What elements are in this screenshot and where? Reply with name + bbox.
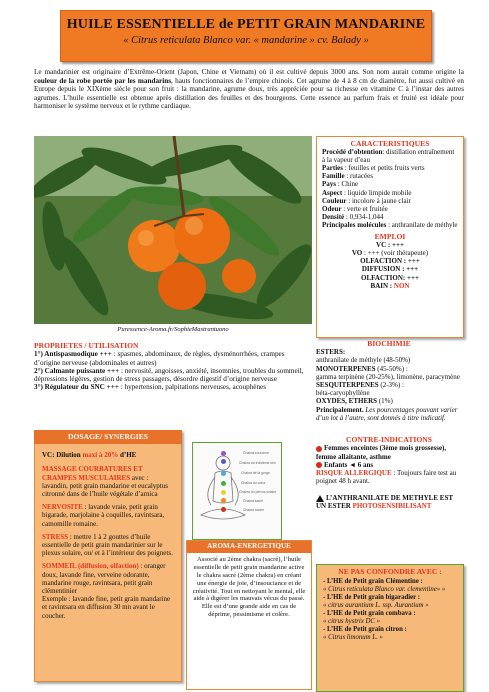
intro-bold: couleur de la robe portée par les mandarins — [34, 76, 172, 85]
caract-row: Odeur : verte et fruitée — [322, 204, 388, 213]
confondre-item: - L’HE de Petit grain combava : — [323, 610, 416, 617]
chakra-label: Chakra du cœur — [241, 481, 266, 485]
intro-text-2: , hauts fonctionnaires de l’empire chinois. Cet agrume de 4 à 8 cm de diamètre, fut aussi cultivé en Europe depuis le XIXème siècle pour son fruit : la mandarine, agrume doux, très appréciée pour sa richesse en vitamine C à l’instar des autres agrumes. L’huile essentielle est obtenue après distillation des feuilles et des bourgeons. Cette essence au parfum frais et fruité est idéale pour harmoniser le système nerveux et le rythme cardiaque. — [34, 76, 464, 111]
chakra-dot-gorge — [221, 471, 226, 476]
chakra-dot-sacre — [221, 498, 226, 503]
caract-row: Pays : Chine — [322, 180, 359, 189]
aroma-title: AROMA-ENERGETIQUE — [187, 541, 311, 553]
confondre-item: - L’HE de Petit grain citron : — [323, 626, 407, 633]
caracteristiques-title: CARACTERISTIQUES — [350, 139, 430, 148]
mandarin-illustration — [34, 136, 312, 324]
ci-anthranilate: L’ANTHRANILATE DE METHYLE EST UN ESTER PHOTOSENSIBILISANT — [316, 493, 453, 511]
emploi-row: DIFFUSION : +++ — [361, 265, 419, 274]
caract-row: Principales molécules : anthranilate de méthyle — [322, 220, 458, 229]
warning-icon — [316, 495, 324, 502]
caract-row: Couleur : incolore à jaune clair — [322, 196, 411, 205]
chakra-dot-plexus — [221, 490, 226, 495]
chakra-label: Chakra de la gorge — [241, 471, 270, 475]
properties-section — [34, 342, 312, 392]
emploi-row: OLFACTION : +++ — [360, 257, 420, 266]
mono-text: gamma terpinène (20-25%), limonène, paracymène — [316, 372, 460, 381]
photo-caption: Puressence-Aroma.fr/SophieMastrantuono — [117, 326, 229, 333]
esters-text: anthranilate de méthyle (48-50%) — [316, 356, 411, 365]
caract-row: Densité : 0,934-1,044 — [322, 212, 384, 221]
emploi-row: OLFACTION: +++ — [361, 273, 419, 282]
caract-row: Famille : rutacées — [322, 172, 373, 181]
property-item: 1°) Antispasmodique +++ : spasmes, abdominaux, de règles, dysménorrhées, crampes d’origine nerveuse (abdominales et autres) — [34, 350, 285, 367]
sesq-row: SESQUITERPENES (2-3%) : — [316, 381, 404, 390]
ne-pas-confondre-box — [316, 564, 464, 692]
caract-row: Parties : feuilles et petits fruits verts — [322, 164, 425, 173]
emploi-row: VC : +++ — [376, 241, 404, 250]
chakra-label: Chakra couronne — [243, 451, 270, 455]
dosage-title: DOSAGE/ SYNERGIES — [34, 430, 182, 444]
caract-row: Aspect : liquide limpide mobile — [322, 188, 412, 197]
chakra-label: Chakra du plexus solaire — [239, 490, 277, 494]
intro-paragraph — [34, 68, 464, 111]
confondre-title: NE PAS CONFONDRE AVEC : — [338, 567, 442, 576]
ci-enfants: Enfants ◄ 6 ans — [316, 461, 462, 469]
ci-title: CONTRE-INDICATIONS — [346, 435, 432, 444]
properties-title: PROPRIETES / UTILISATION — [34, 341, 139, 350]
prohibited-icon — [316, 446, 322, 452]
chakra-dot-troisieme-oeil — [221, 459, 226, 464]
emploi-title: EMPLOI — [374, 232, 406, 242]
intro-text-1: Le mandarinier est originaire d’Extrême-Orient (Japon, Chine et Vietnam) où il est cultivé depuis 3000 ans. Son nom aurait comme origine la — [34, 68, 464, 76]
chakra-dot-racine — [221, 507, 226, 512]
page-subtitle: « Citrus reticulata Blanco var. « mandarine » cv. Balady » — [123, 35, 369, 46]
chakra-dot-coeur — [221, 481, 226, 486]
caract-row: Procédé d’obtention: distillation entraînement à la vapeur d’eau — [322, 148, 455, 165]
confondre-item: - L’HE de Petit grain Clémentine : — [323, 578, 423, 585]
dosage-box — [34, 430, 182, 682]
emploi-row: VO : +++ (voir thérapeute) — [351, 249, 429, 258]
confondre-latin: « citrus aurantium L. ssp. Aurantium » — [323, 602, 429, 609]
chakra-illustration — [192, 442, 282, 540]
page-title: HUILE ESSENTIELLE de PETIT GRAIN MANDARINE — [66, 17, 426, 32]
biochimie-title: BIOCHIMIE — [367, 339, 411, 348]
exemple-item: Exemple : lavande fine, petit grain mandarine et ravintsara en diffusion 30 mn avant le coucher. — [42, 595, 171, 620]
chakra-dot-couronne — [221, 451, 226, 456]
confondre-latin: « citrus hystrix DC » — [323, 618, 381, 625]
ci-risque: RISQUE ALLERGIQUE : Toujours faire test au poignet 48 h avant. — [316, 469, 457, 486]
biochimie-section — [316, 340, 462, 422]
mono-row: MONOTERPENES (45-50%) : — [316, 364, 408, 373]
massage-item: MASSAGE COURBATURES ET CRAMPES MUSCULAIRES avec : lavandin, petit grain mandarine et eucalyptus citronné dans de l’huile végétale d’arnica — [42, 465, 168, 499]
contre-indications-section — [316, 436, 462, 510]
oxydes-row: OXYDES, ETHERS (1%) — [316, 397, 393, 406]
nervosite-item: NERVOSITE : lavande vraie, petit grain bigarade, marjolaine à coquilles, ravintsara, camomille romaine. — [42, 503, 165, 528]
sesq-text: béta-caryophyllène — [316, 389, 370, 398]
confondre-latin: « Citrus limonum L. » — [323, 634, 383, 641]
header-banner — [60, 10, 432, 62]
property-item: 3°) Régulateur du SNC +++ : hypertension, palpitations nerveuses, acouphènes — [34, 383, 267, 392]
emploi-bain: BAIN : NON — [370, 281, 410, 290]
esters-label: ESTERS: — [316, 348, 346, 357]
emploi-section — [322, 233, 458, 290]
stress-item: STRESS : mettre 1 à 2 gouttes d’huile essentielle de petit grain mandarinier sur le plexus solaire, ou/ et à l’intérieur des poignets. — [42, 532, 173, 558]
vc-dilution: VC: Dilution maxi à 20% d’HE — [42, 451, 137, 460]
ci-femmes: Femmes enceintes (3ème mois grossesse), femme allaitante, asthme — [316, 444, 447, 461]
aroma-text: Associé au 2ème chakra (sacré), l’huile essentielle de petit grain mandarine active le chakra sacré (2ème chakra) en créant une énergie de joie, d’insouciance et de créativité. Tout en nettoyant le mental, elle aide à digérer les mauvais vécus du passé. Elle est d’une grande aide en cas de déprime, pessimisme et colère. — [192, 555, 306, 619]
aroma-energetique-box — [186, 540, 312, 690]
confondre-latin: « Citrus reticulata Blanco var. clementine» » — [323, 586, 446, 593]
property-item: 2°) Calmante puissante +++ : nervosité, angoisses, anxiété, insomnies, troubles du sommeil, dépressions légères, gestion de stress passagers, désordre digestif d’origine nerveuse — [34, 366, 304, 384]
prohibited-icon — [316, 462, 322, 468]
chakra-label: Chakra sacré — [243, 499, 264, 503]
caracteristiques-box — [316, 136, 464, 338]
biochimie-note: Principalement. Les pourcentages pouvant varier d’un lot à l’autre, sont donnés à titre indicatif. — [316, 405, 458, 422]
chakra-label: Chakra racine — [243, 508, 265, 512]
chakra-label: Chakra du troisième oeil — [239, 461, 276, 465]
confondre-item: - L’HE de Petit grain bigaradier : — [323, 594, 421, 601]
sommeil-item: SOMMEIL (diffusion, olfaction) : oranger doux, lavande fine, verveine odorante, mandarine rouge, ravintsara, petit grain clémentinier — [42, 562, 166, 596]
mandarin-photo — [34, 136, 312, 324]
